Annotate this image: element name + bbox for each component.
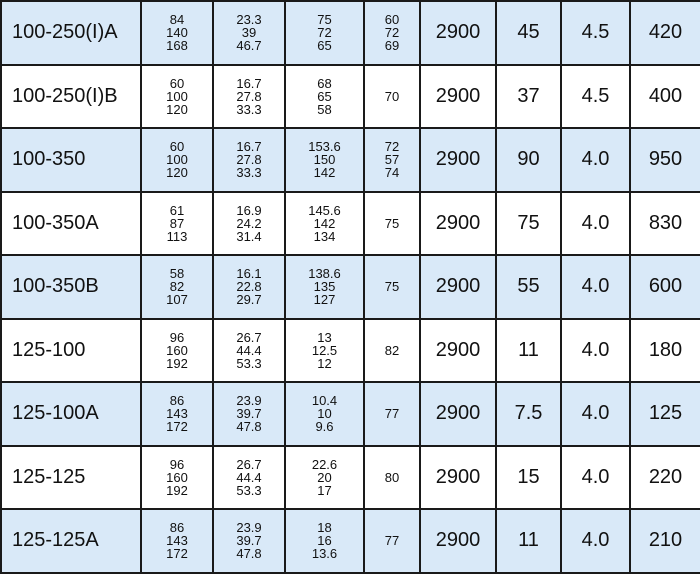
flow-ls-cell: 26.7 44.4 53.3 bbox=[213, 319, 285, 383]
speed-cell: 2900 bbox=[420, 446, 496, 510]
head-cell: 153.6 150 142 bbox=[285, 128, 364, 192]
table-row bbox=[1, 192, 700, 256]
table-row bbox=[1, 509, 700, 573]
power-cell: 45 bbox=[496, 1, 561, 65]
model-cell: 125-125 bbox=[1, 446, 141, 510]
efficiency-cell: 72 57 74 bbox=[364, 128, 420, 192]
head-cell: 13 12.5 12 bbox=[285, 319, 364, 383]
efficiency-cell: 82 bbox=[364, 319, 420, 383]
model-cell: 100-250(I)B bbox=[1, 65, 141, 129]
table-row bbox=[1, 1, 700, 65]
weight-cell: 830 bbox=[630, 192, 700, 256]
table-row bbox=[1, 128, 700, 192]
speed-cell: 2900 bbox=[420, 192, 496, 256]
power-cell: 55 bbox=[496, 255, 561, 319]
efficiency-cell: 77 bbox=[364, 509, 420, 573]
npsh-cell: 4.0 bbox=[561, 319, 630, 383]
efficiency-cell: 75 bbox=[364, 192, 420, 256]
npsh-cell: 4.0 bbox=[561, 128, 630, 192]
weight-cell: 400 bbox=[630, 65, 700, 129]
head-cell: 75 72 65 bbox=[285, 1, 364, 65]
speed-cell: 2900 bbox=[420, 65, 496, 129]
npsh-cell: 4.0 bbox=[561, 192, 630, 256]
head-cell: 10.4 10 9.6 bbox=[285, 382, 364, 446]
weight-cell: 210 bbox=[630, 509, 700, 573]
model-cell: 100-350A bbox=[1, 192, 141, 256]
head-cell: 145.6 142 134 bbox=[285, 192, 364, 256]
flow-m3h-cell: 84 140 168 bbox=[141, 1, 213, 65]
flow-m3h-cell: 61 87 113 bbox=[141, 192, 213, 256]
flow-m3h-cell: 86 143 172 bbox=[141, 509, 213, 573]
table-row bbox=[1, 255, 700, 319]
power-cell: 11 bbox=[496, 319, 561, 383]
table-row bbox=[1, 319, 700, 383]
flow-ls-cell: 16.7 27.8 33.3 bbox=[213, 65, 285, 129]
flow-ls-cell: 16.7 27.8 33.3 bbox=[213, 128, 285, 192]
flow-m3h-cell: 96 160 192 bbox=[141, 319, 213, 383]
efficiency-cell: 80 bbox=[364, 446, 420, 510]
flow-ls-cell: 23.3 39 46.7 bbox=[213, 1, 285, 65]
power-cell: 75 bbox=[496, 192, 561, 256]
speed-cell: 2900 bbox=[420, 319, 496, 383]
speed-cell: 2900 bbox=[420, 1, 496, 65]
weight-cell: 220 bbox=[630, 446, 700, 510]
head-cell: 138.6 135 127 bbox=[285, 255, 364, 319]
flow-ls-cell: 26.7 44.4 53.3 bbox=[213, 446, 285, 510]
flow-ls-cell: 16.1 22.8 29.7 bbox=[213, 255, 285, 319]
power-cell: 37 bbox=[496, 65, 561, 129]
weight-cell: 950 bbox=[630, 128, 700, 192]
weight-cell: 180 bbox=[630, 319, 700, 383]
npsh-cell: 4.0 bbox=[561, 382, 630, 446]
flow-ls-cell: 23.9 39.7 47.8 bbox=[213, 509, 285, 573]
table-row bbox=[1, 382, 700, 446]
flow-m3h-cell: 58 82 107 bbox=[141, 255, 213, 319]
flow-ls-cell: 23.9 39.7 47.8 bbox=[213, 382, 285, 446]
npsh-cell: 4.5 bbox=[561, 1, 630, 65]
speed-cell: 2900 bbox=[420, 128, 496, 192]
power-cell: 7.5 bbox=[496, 382, 561, 446]
efficiency-cell: 75 bbox=[364, 255, 420, 319]
flow-m3h-cell: 60 100 120 bbox=[141, 65, 213, 129]
efficiency-cell: 77 bbox=[364, 382, 420, 446]
model-cell: 125-100A bbox=[1, 382, 141, 446]
head-cell: 22.6 20 17 bbox=[285, 446, 364, 510]
efficiency-cell: 60 72 69 bbox=[364, 1, 420, 65]
model-cell: 100-250(I)A bbox=[1, 1, 141, 65]
flow-ls-cell: 16.9 24.2 31.4 bbox=[213, 192, 285, 256]
table-row bbox=[1, 65, 700, 129]
npsh-cell: 4.0 bbox=[561, 446, 630, 510]
power-cell: 90 bbox=[496, 128, 561, 192]
npsh-cell: 4.0 bbox=[561, 255, 630, 319]
flow-m3h-cell: 86 143 172 bbox=[141, 382, 213, 446]
head-cell: 68 65 58 bbox=[285, 65, 364, 129]
model-cell: 125-125A bbox=[1, 509, 141, 573]
flow-m3h-cell: 96 160 192 bbox=[141, 446, 213, 510]
speed-cell: 2900 bbox=[420, 255, 496, 319]
table-row bbox=[1, 446, 700, 510]
head-cell: 18 16 13.6 bbox=[285, 509, 364, 573]
speed-cell: 2900 bbox=[420, 509, 496, 573]
power-cell: 15 bbox=[496, 446, 561, 510]
flow-m3h-cell: 60 100 120 bbox=[141, 128, 213, 192]
efficiency-cell: 70 bbox=[364, 65, 420, 129]
table-body bbox=[1, 1, 700, 573]
weight-cell: 600 bbox=[630, 255, 700, 319]
model-cell: 100-350B bbox=[1, 255, 141, 319]
npsh-cell: 4.5 bbox=[561, 65, 630, 129]
npsh-cell: 4.0 bbox=[561, 509, 630, 573]
speed-cell: 2900 bbox=[420, 382, 496, 446]
power-cell: 11 bbox=[496, 509, 561, 573]
model-cell: 125-100 bbox=[1, 319, 141, 383]
weight-cell: 125 bbox=[630, 382, 700, 446]
model-cell: 100-350 bbox=[1, 128, 141, 192]
weight-cell: 420 bbox=[630, 1, 700, 65]
